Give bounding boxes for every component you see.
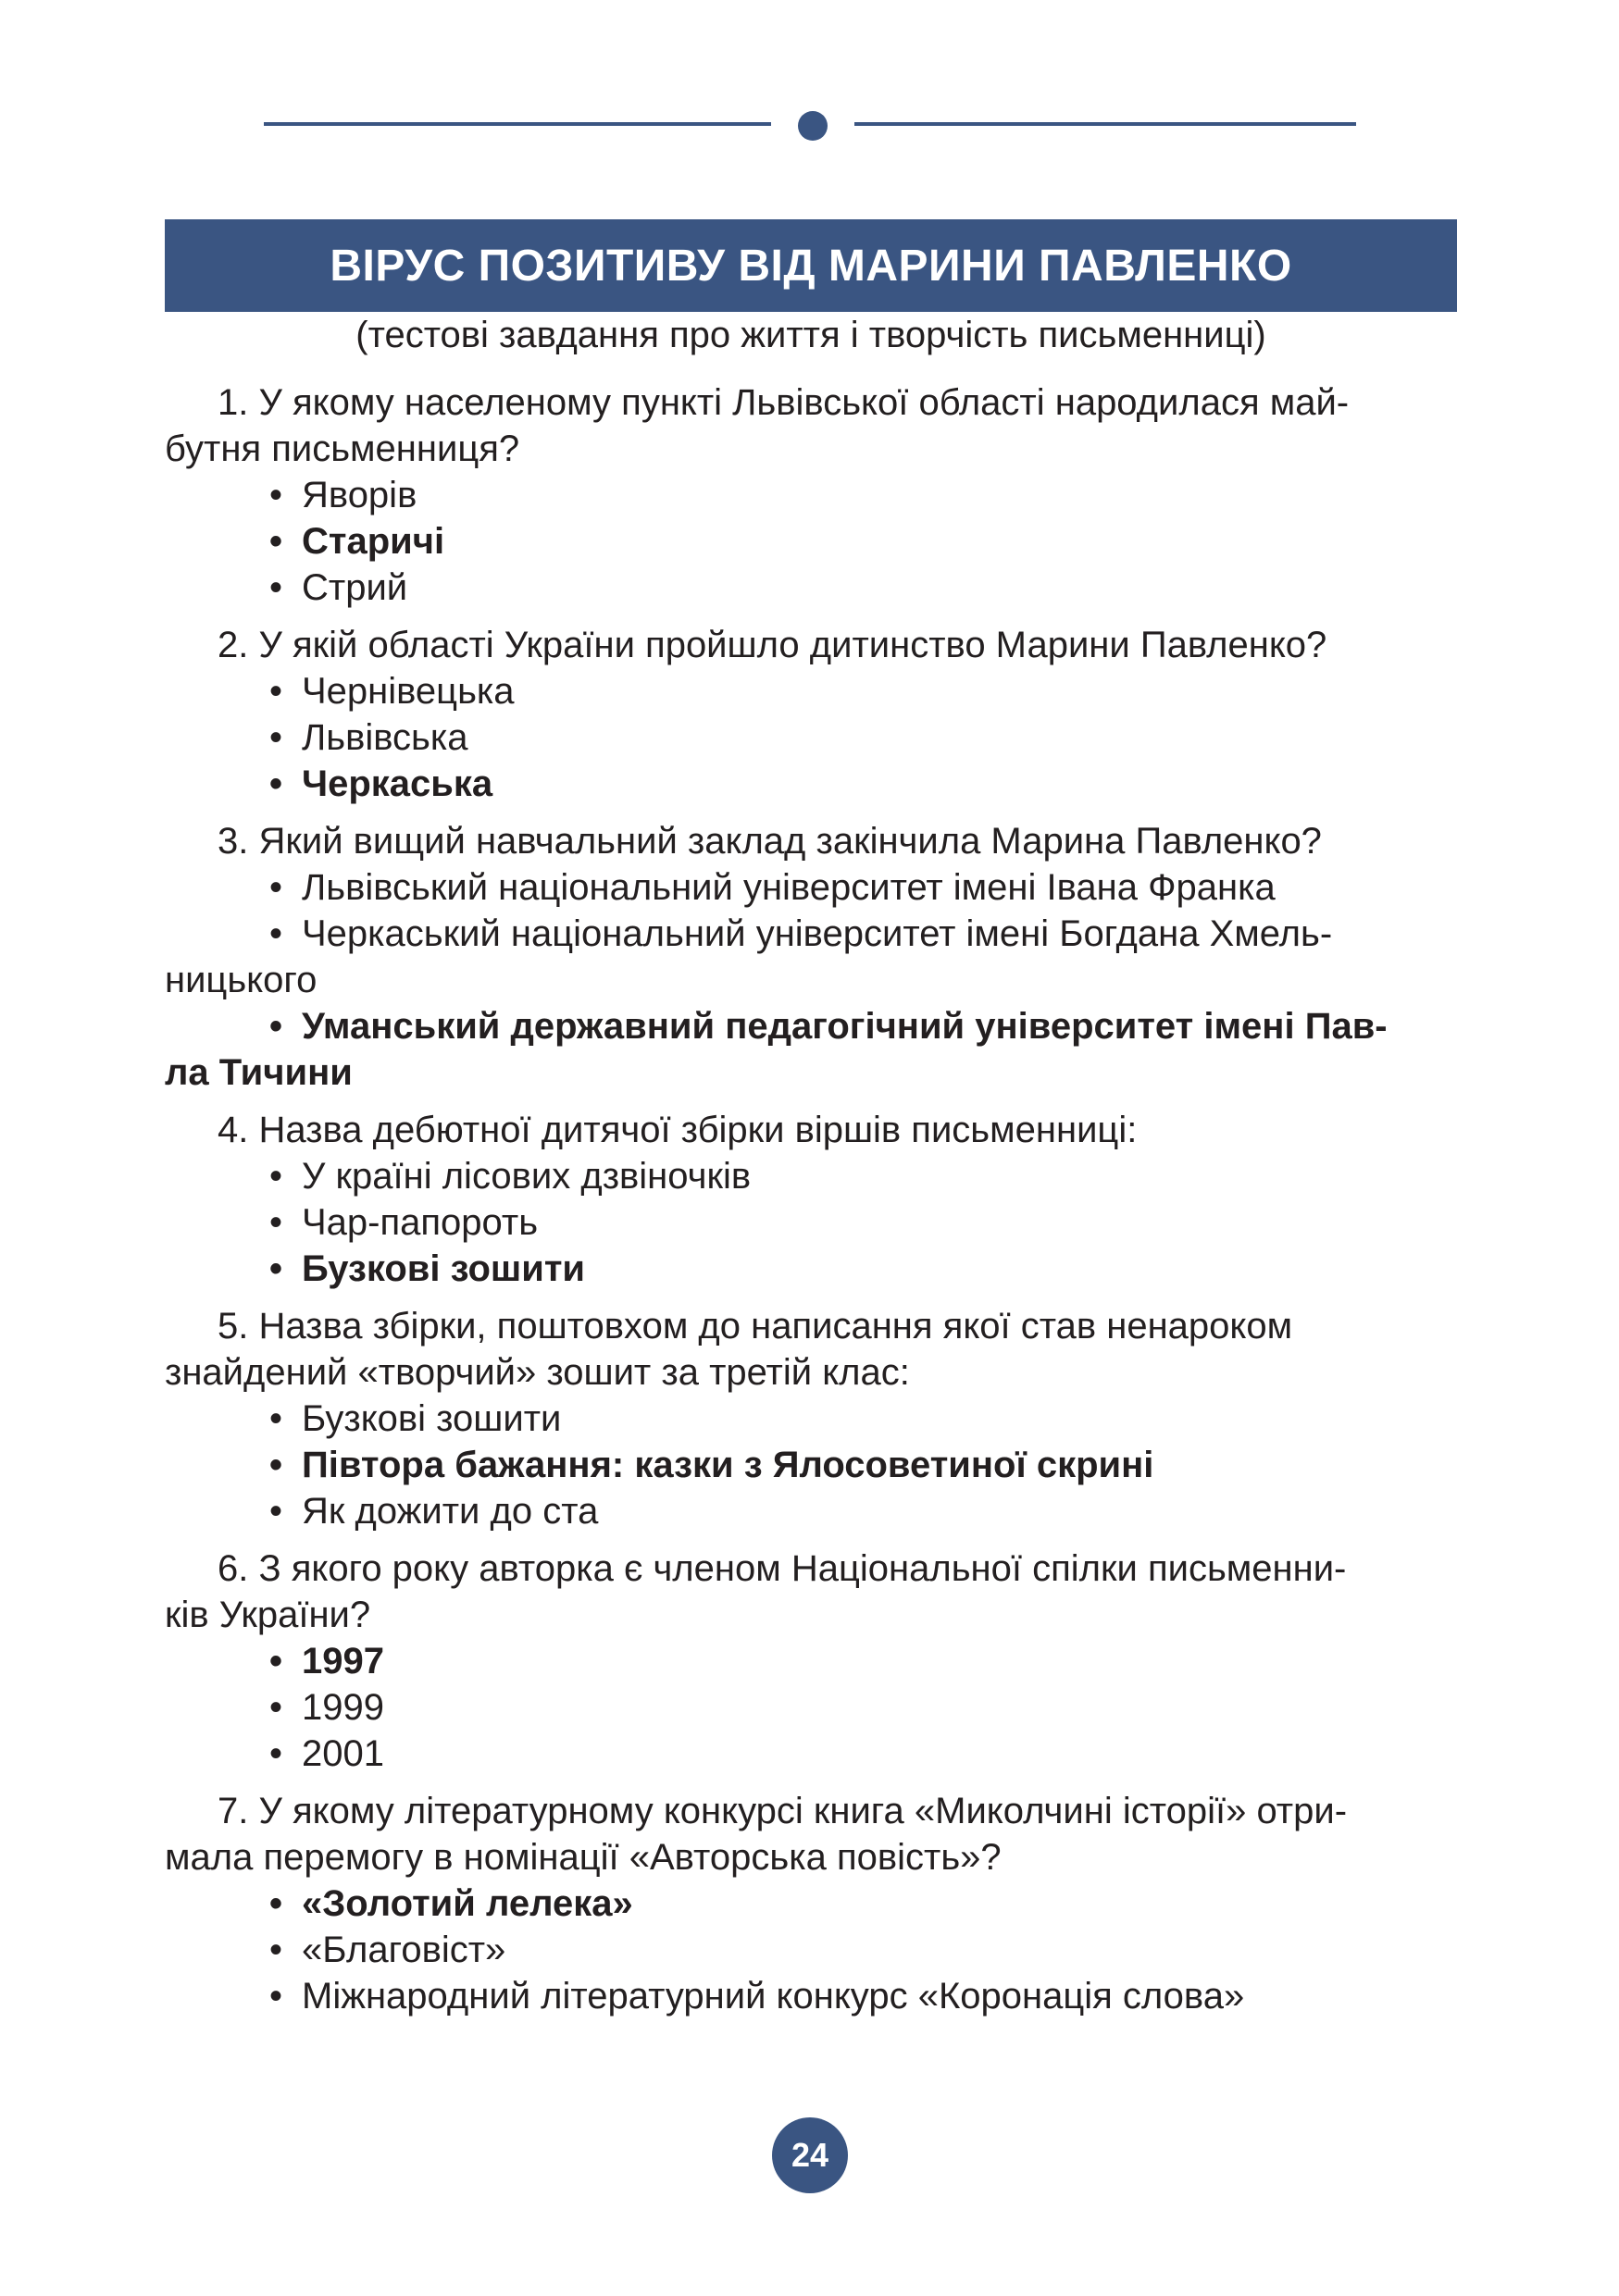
bullet-icon: • xyxy=(269,867,283,908)
answer-option xyxy=(165,1973,1457,2019)
bullet-icon: • xyxy=(269,1976,283,2017)
answer-option xyxy=(165,668,1457,714)
answer-option-correct xyxy=(165,1003,1457,1049)
question-text-continued: мала перемогу в номінації «Авторська повість»? xyxy=(165,1837,1002,1878)
bullet-icon: • xyxy=(269,671,283,712)
title-band xyxy=(165,219,1457,312)
question-text-continued: бутня письменниця? xyxy=(165,428,520,469)
bullet-icon: • xyxy=(269,567,283,608)
question-block xyxy=(165,1545,1457,1777)
question-text: 7. У якому літературному конкурсі книга «Миколчині історії» отри- xyxy=(218,1791,1348,1831)
answer-text: 1997 xyxy=(302,1641,384,1682)
question-text-continued: ків України? xyxy=(165,1595,371,1635)
answer-text: Яворів xyxy=(302,475,417,515)
question-text: 4. Назва дебютної дитячої збірки віршів письменниці: xyxy=(218,1110,1138,1150)
answer-text: Уманський державний педагогічний університет імені Пав- xyxy=(302,1006,1388,1047)
answer-option-correct xyxy=(165,761,1457,807)
page-number: 24 xyxy=(772,2117,848,2193)
answer-text: Півтора бажання: казки з Ялосоветиної скрині xyxy=(302,1445,1154,1485)
answer-option xyxy=(165,565,1457,611)
bullet-icon: • xyxy=(269,1641,283,1682)
answer-option xyxy=(165,1731,1457,1777)
quiz-content xyxy=(165,379,1457,2030)
question-block xyxy=(165,379,1457,611)
answer-text: Львівська xyxy=(302,717,468,758)
answer-text: Черкаський національний університет імені Богдана Хмель- xyxy=(302,913,1333,954)
bullet-icon: • xyxy=(269,1733,283,1774)
answer-option xyxy=(165,1927,1457,1973)
answer-text-continued: ницького xyxy=(165,960,318,1000)
bullet-icon: • xyxy=(269,1883,283,1924)
bullet-icon: • xyxy=(269,475,283,515)
answer-option-correct xyxy=(165,1638,1457,1684)
question-text: 1. У якому населеному пункті Львівської області народилася май- xyxy=(218,382,1350,423)
answer-option xyxy=(165,864,1457,911)
question-block xyxy=(165,1107,1457,1292)
answer-option xyxy=(165,1199,1457,1246)
bullet-icon: • xyxy=(269,1445,283,1485)
bullet-icon: • xyxy=(269,717,283,758)
question-text: 6. З якого року авторка є членом Національної спілки письменни- xyxy=(218,1548,1347,1589)
answer-option-correct xyxy=(165,1880,1457,1927)
answer-option xyxy=(165,714,1457,761)
answer-option-correct xyxy=(165,1246,1457,1292)
answer-text: Стрий xyxy=(302,567,408,608)
bullet-icon: • xyxy=(269,763,283,804)
bullet-icon: • xyxy=(269,1398,283,1439)
answer-option-correct xyxy=(165,1442,1457,1488)
answer-text: «Благовіст» xyxy=(302,1930,506,1970)
answer-text: Львівський національний університет імені Івана Франка xyxy=(302,867,1276,908)
answer-option xyxy=(165,1153,1457,1199)
bullet-icon: • xyxy=(269,521,283,562)
answer-text: У країні лісових дзвіночків xyxy=(302,1156,752,1197)
bullet-icon: • xyxy=(269,1930,283,1970)
answer-text: Черкаська xyxy=(302,763,493,804)
ornament-line-left xyxy=(264,122,771,126)
bullet-icon: • xyxy=(269,1156,283,1197)
question-block xyxy=(165,1788,1457,2019)
answer-text: Чар-папороть xyxy=(302,1202,539,1243)
ornament-line-right xyxy=(854,122,1356,126)
answer-text: 2001 xyxy=(302,1733,384,1774)
question-text: 2. У якій області України пройшло дитинство Марини Павленко? xyxy=(218,625,1327,665)
answer-text: Міжнародний літературний конкурс «Коронація слова» xyxy=(302,1976,1245,2017)
answer-text: «Золотий лелека» xyxy=(302,1883,633,1924)
question-text-continued: знайдений «творчий» зошит за третій клас: xyxy=(165,1352,910,1393)
page-title: ВІРУС ПОЗИТИВУ ВІД МАРИНИ ПАВЛЕНКО xyxy=(330,241,1292,291)
question-block xyxy=(165,1303,1457,1534)
bullet-icon: • xyxy=(269,1687,283,1728)
answer-option xyxy=(165,1684,1457,1731)
question-text: 5. Назва збірки, поштовхом до написання якої став ненароком xyxy=(218,1306,1293,1347)
bullet-icon: • xyxy=(269,1248,283,1289)
answer-option xyxy=(165,911,1457,957)
answer-option xyxy=(165,1488,1457,1534)
answer-text: Як дожити до ста xyxy=(302,1491,599,1532)
page-subtitle: (тестові завдання про життя і творчість письменниці) xyxy=(355,315,1266,355)
header-ornament xyxy=(264,111,1356,139)
answer-option-correct xyxy=(165,518,1457,565)
answer-text: Чернівецька xyxy=(302,671,515,712)
answer-text: Старичі xyxy=(302,521,445,562)
bullet-icon: • xyxy=(269,1491,283,1532)
question-block xyxy=(165,818,1457,1096)
answer-text: 1999 xyxy=(302,1687,384,1728)
answer-text-continued: ла Тичини xyxy=(165,1052,353,1093)
bullet-icon: • xyxy=(269,913,283,954)
answer-option xyxy=(165,1396,1457,1442)
answer-text: Бузкові зошити xyxy=(302,1398,562,1439)
bullet-icon: • xyxy=(269,1202,283,1243)
ornament-dot xyxy=(798,111,828,141)
bullet-icon: • xyxy=(269,1006,283,1047)
answer-text: Бузкові зошити xyxy=(302,1248,585,1289)
answer-option xyxy=(165,472,1457,518)
question-block xyxy=(165,622,1457,807)
question-text: 3. Який вищий навчальний заклад закінчила Марина Павленко? xyxy=(218,821,1322,862)
